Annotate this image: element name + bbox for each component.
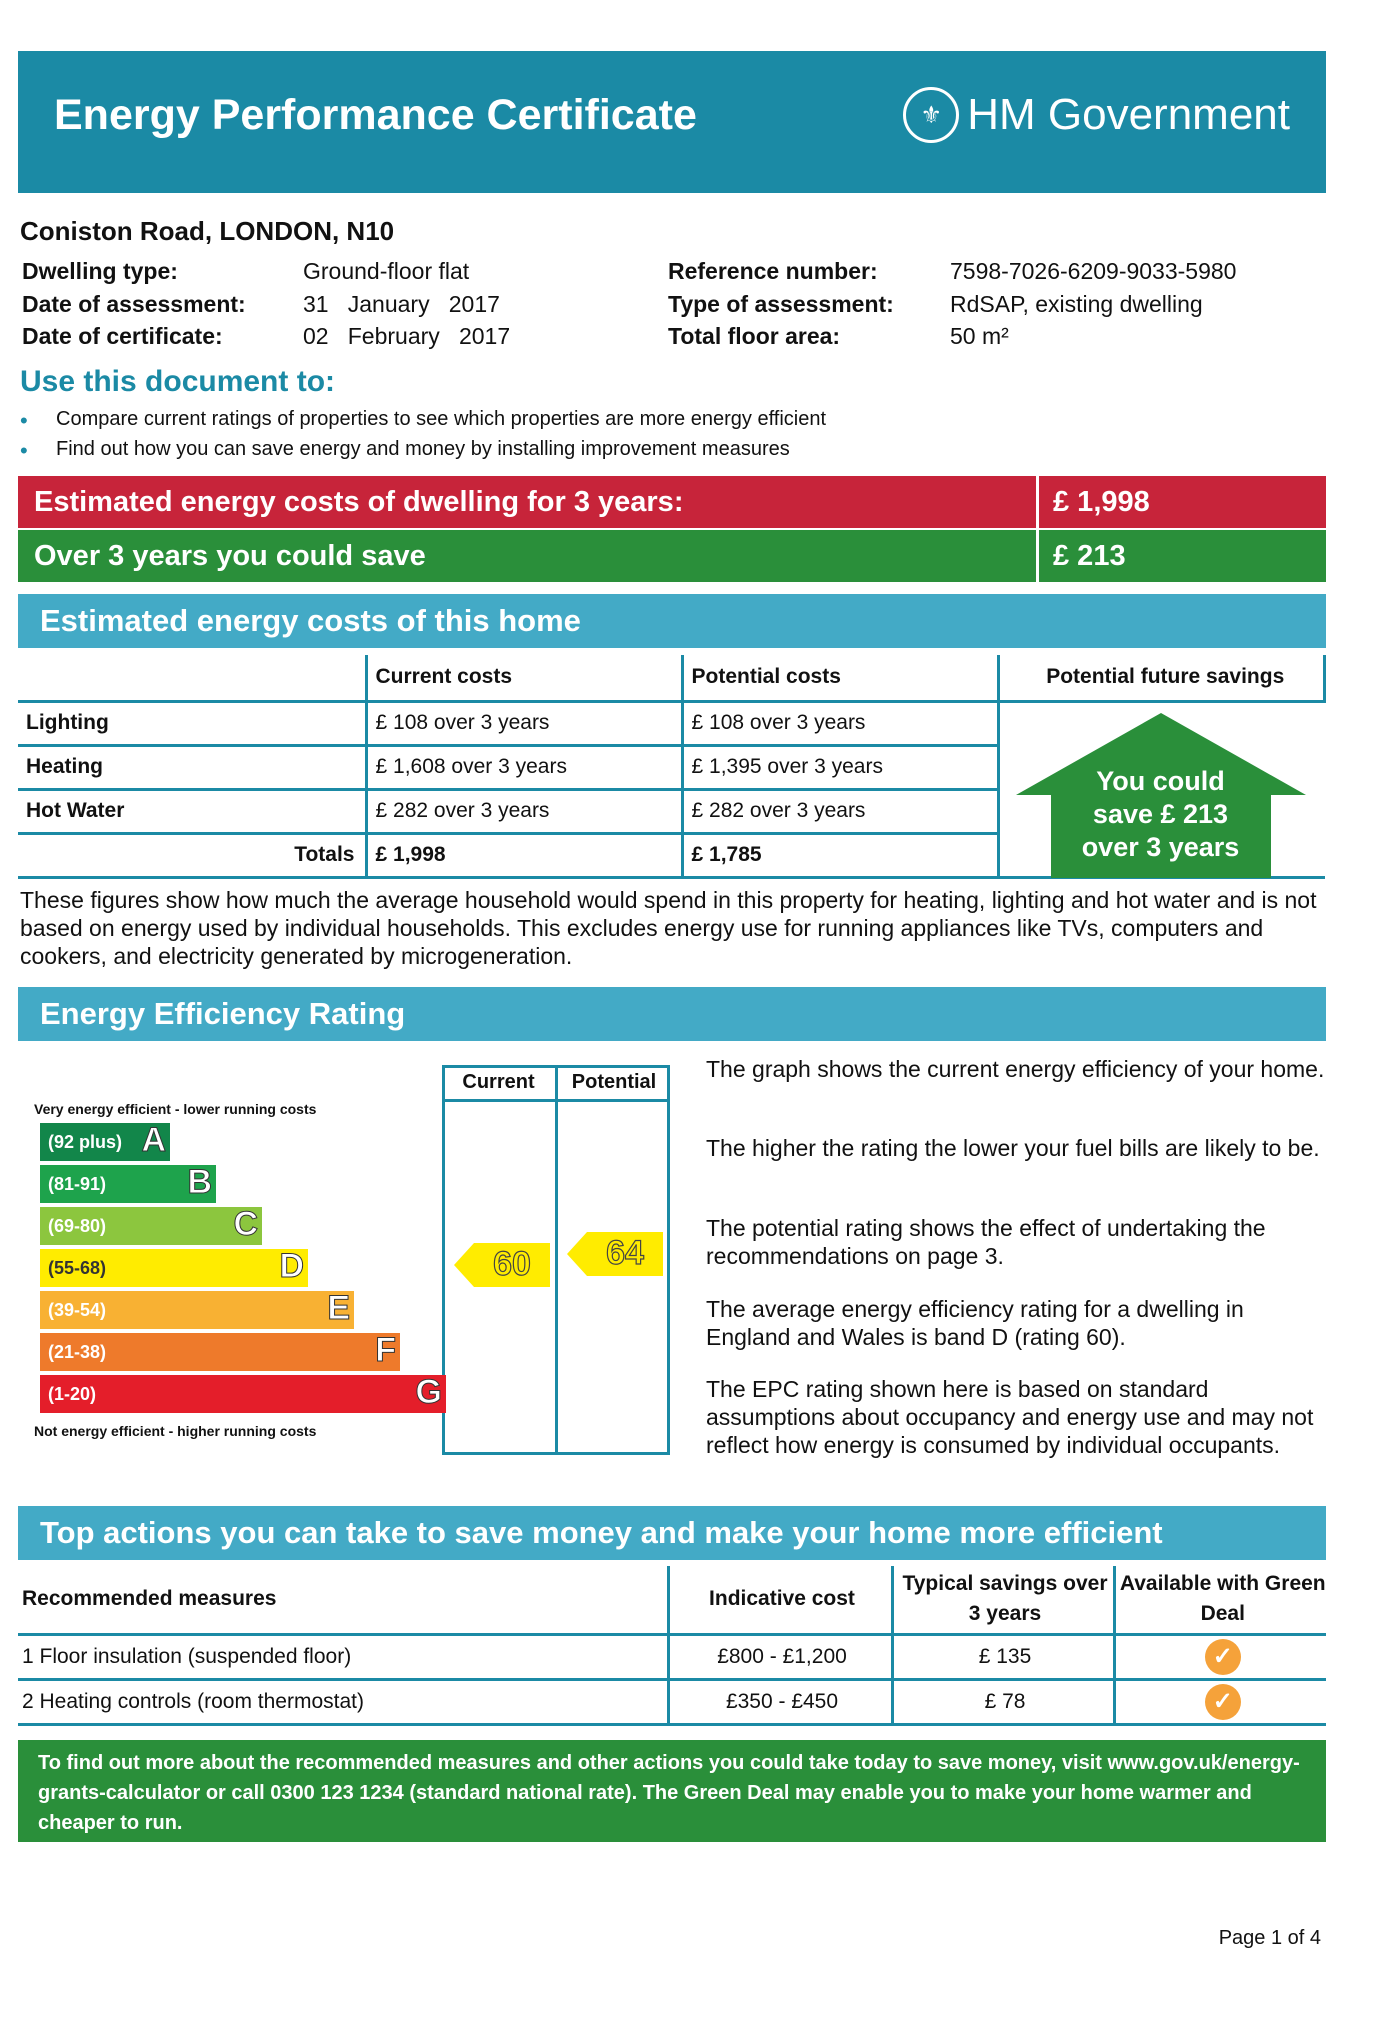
potential-saving-bar: Over 3 years you could save £ 213 bbox=[18, 530, 1326, 582]
band-letter: A bbox=[141, 1121, 166, 1159]
rating-paragraph: The EPC rating shown here is based on standard assumptions about occupancy and energy use and may not reflect how energy is consumed by individual occupants. bbox=[706, 1376, 1314, 1458]
bullet-icon: • bbox=[20, 408, 28, 433]
table-row: 1 Floor insulation (suspended floor) £800 - £1,200 £ 135 ✓ bbox=[18, 1634, 1326, 1679]
floor-area-value: 50 m² bbox=[950, 323, 1009, 349]
assessment-type-label: Type of assessment: bbox=[668, 291, 894, 317]
rating-chart bbox=[18, 1065, 670, 1455]
band-range: (21-38) bbox=[48, 1341, 107, 1362]
rating-paragraph: The higher the rating the lower your fuel bills are likely to be. bbox=[706, 1135, 1320, 1161]
table-row: 2 Heating controls (room thermostat) £350 - £450 £ 78 ✓ bbox=[18, 1679, 1326, 1724]
current-column-header: Current bbox=[462, 1071, 535, 1093]
document-title: Energy Performance Certificate bbox=[54, 91, 697, 139]
band-range: (55-68) bbox=[48, 1257, 107, 1278]
potential-column-header: Potential bbox=[571, 1071, 657, 1093]
bullet-item: • Find out how you can save energy and money by installing improvement measures bbox=[20, 438, 790, 463]
rating-band-f bbox=[40, 1333, 400, 1371]
brand-text: HM Government bbox=[967, 90, 1290, 139]
rating-paragraph: The graph shows the current energy efficiency of your home. bbox=[706, 1056, 1325, 1082]
check-icon: ✓ bbox=[1205, 1684, 1241, 1720]
estimated-cost-value: £ 1,998 bbox=[1036, 476, 1326, 528]
bottom-efficiency-note: Not energy efficient - higher running costs bbox=[34, 1423, 317, 1439]
band-range: (39-54) bbox=[48, 1299, 107, 1320]
band-letter: E bbox=[327, 1289, 350, 1327]
dwelling-type-label: Dwelling type: bbox=[22, 258, 178, 284]
floor-area-label: Total floor area: bbox=[668, 323, 841, 349]
band-letter: C bbox=[233, 1205, 258, 1243]
rating-band-b bbox=[40, 1165, 216, 1203]
rating-paragraph: The average energy efficiency rating for a dwelling in England and Wales is band D (rating 60). bbox=[706, 1296, 1244, 1350]
potential-rating-value: 64 bbox=[606, 1234, 644, 1272]
reference-value: 7598-7026-6209-9033-5980 bbox=[950, 258, 1237, 284]
assessment-date-value: 31 January 2017 bbox=[303, 291, 500, 317]
reference-label: Reference number: bbox=[668, 258, 878, 284]
royal-crest-icon: ⚜ bbox=[903, 87, 959, 143]
hm-government-logo bbox=[903, 87, 1290, 143]
assessment-type-value: RdSAP, existing dwelling bbox=[950, 291, 1203, 317]
band-range: (92 plus) bbox=[48, 1131, 123, 1152]
rating-band-d bbox=[40, 1249, 308, 1287]
check-icon: ✓ bbox=[1205, 1639, 1241, 1675]
actions-header-cost: Indicative cost bbox=[668, 1566, 892, 1634]
rating-band-c bbox=[40, 1207, 262, 1245]
costs-table bbox=[18, 655, 1326, 879]
costs-header-empty bbox=[18, 655, 366, 701]
estimated-cost-bar: Estimated energy costs of dwelling for 3 years: £ 1,998 bbox=[18, 476, 1326, 528]
savings-cell bbox=[998, 701, 1325, 877]
table-row: Heating £ 1,608 over 3 years £ 1,395 over 3 years bbox=[18, 745, 1325, 789]
rating-band-a bbox=[40, 1123, 170, 1161]
bullet-icon: • bbox=[20, 438, 28, 463]
band-range: (81-91) bbox=[48, 1173, 107, 1194]
band-letter: D bbox=[279, 1247, 304, 1285]
current-rating-value: 60 bbox=[493, 1245, 531, 1283]
savings-arrow-text: You could save £ 213 over 3 years bbox=[1081, 765, 1240, 862]
rating-section-title: Energy Efficiency Rating bbox=[18, 987, 1326, 1041]
actions-header-greendeal: Available with Green Deal bbox=[1114, 1566, 1326, 1634]
bullet-item: • Compare current ratings of properties to see which properties are more energy efficient bbox=[20, 408, 827, 433]
actions-header-savings: Typical savings over 3 years bbox=[892, 1566, 1114, 1634]
potential-saving-value: £ 213 bbox=[1036, 530, 1326, 582]
actions-section-title: Top actions you can take to save money and make your home more efficient bbox=[18, 1506, 1326, 1560]
actions-table bbox=[18, 1566, 1326, 1726]
band-range: (1-20) bbox=[48, 1383, 97, 1404]
rating-band-g bbox=[40, 1375, 446, 1413]
costs-header-savings: Potential future savings bbox=[998, 655, 1325, 701]
band-letter: F bbox=[375, 1331, 396, 1369]
dwelling-type-value: Ground-floor flat bbox=[303, 258, 470, 284]
band-letter: B bbox=[187, 1163, 212, 1201]
column-divider bbox=[555, 1065, 558, 1455]
rating-band-e bbox=[40, 1291, 354, 1329]
band-letter: G bbox=[415, 1373, 442, 1411]
header-divider bbox=[442, 1099, 670, 1102]
assessment-date-label: Date of assessment: bbox=[22, 291, 246, 317]
table-row: Hot Water £ 282 over 3 years £ 282 over 3 years bbox=[18, 789, 1325, 833]
header-bar bbox=[18, 51, 1326, 193]
use-document-title: Use this document to: bbox=[20, 365, 336, 398]
green-deal-info: To find out more about the recommended measures and other actions you could take today to save money, visit www.gov.uk/energy-grants-calculator or call 0300 123 1234 (standard national rate). The Green Deal may enable you to make your home warmer and cheaper to run. bbox=[18, 1740, 1326, 1842]
totals-row: Totals £ 1,998 £ 1,785 bbox=[18, 833, 1325, 877]
property-address: Coniston Road, LONDON, N10 bbox=[20, 216, 395, 246]
costs-header-potential: Potential costs bbox=[682, 655, 998, 701]
costs-header-current: Current costs bbox=[366, 655, 682, 701]
certificate-date-value: 02 February 2017 bbox=[303, 323, 511, 349]
band-range: (69-80) bbox=[48, 1215, 107, 1236]
costs-section-title: Estimated energy costs of this home bbox=[18, 594, 1326, 648]
top-efficiency-note: Very energy efficient - lower running costs bbox=[34, 1101, 317, 1117]
costs-note: These figures show how much the average household would spend in this property for heating, lighting and hot water and is not based on energy used by individual households. This excludes energy use for running appliances like TVs, computers and cookers, and electricity generated by microgeneration. bbox=[20, 887, 1317, 969]
page-number: Page 1 of 4 bbox=[1218, 1927, 1321, 1949]
table-row: Lighting £ 108 over 3 years £ 108 over 3 years You could save £ 213 over 3 years bbox=[18, 701, 1325, 745]
certificate-date-label: Date of certificate: bbox=[22, 323, 223, 349]
actions-header-measures: Recommended measures bbox=[18, 1566, 668, 1634]
rating-paragraph: The potential rating shows the effect of undertaking the recommendations on page 3. bbox=[706, 1215, 1266, 1269]
